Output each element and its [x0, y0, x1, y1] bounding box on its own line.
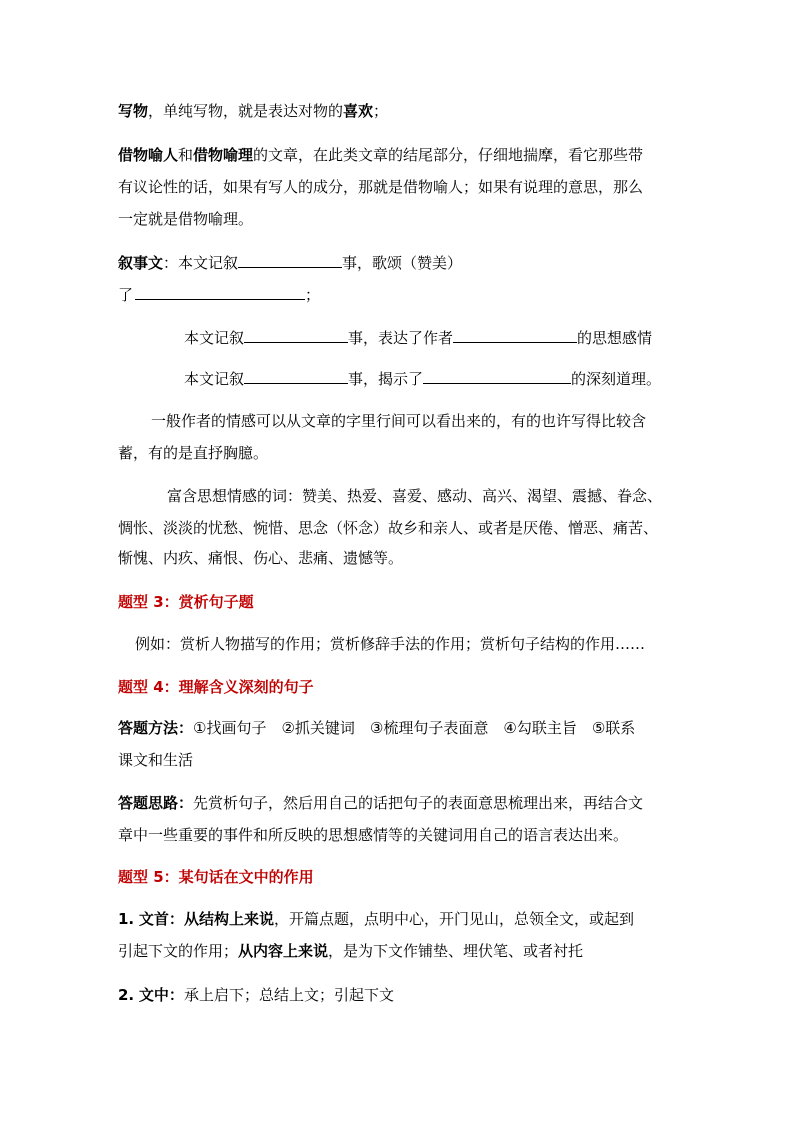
narrative-line-3	[184, 327, 652, 348]
paragraph-text: 引起下文的作用；	[118, 942, 239, 960]
narrative-line-1	[118, 252, 462, 273]
item-bold: 从结构上来说	[183, 910, 274, 928]
paragraph-borrow-line-3: 一定就是借物喻理。	[118, 210, 254, 228]
fill-blank	[244, 327, 348, 343]
paragraph-text: 了	[118, 286, 134, 304]
punctuation: ：	[163, 254, 179, 272]
paragraph-text: ，单纯写物，就是表达对物的	[148, 102, 344, 120]
paragraph-text: 承上启下；总结上文；引起下文	[183, 986, 394, 1004]
fill-blank	[244, 368, 348, 384]
item-label: 文中：	[138, 986, 184, 1004]
paragraph-text: 的深刻道理。	[571, 370, 662, 388]
punctuation: ；	[305, 286, 321, 304]
paragraph-text: ①找画句子 ②抓关键词 ③梳理句子表面意 ④勾联主旨 ⑤联系	[193, 719, 636, 737]
paragraph-text: ，开篇点题，点明中心，开门见山，总领全文，或起到	[273, 910, 634, 928]
paragraph-text: 事，揭示了	[348, 370, 424, 388]
punctuation: ：	[178, 719, 194, 737]
paragraph-borrow-line-1	[118, 145, 643, 165]
type-4-idea-line-1	[118, 793, 643, 813]
type-4-method-line-2: 课文和生活	[118, 751, 194, 769]
fill-blank	[453, 327, 577, 343]
type-4-idea-line-2: 章中一些重要的事件和所反映的思想感情等的关键词用自己的语言表达出来。	[118, 826, 629, 844]
paragraph-text: 的思想感情	[577, 329, 653, 347]
type-5-item-1-line-2	[118, 941, 583, 961]
paragraph-text: 和	[178, 146, 194, 164]
paragraph-text: 事，歌颂（赞美）	[342, 254, 463, 272]
term-write-object: 写物	[118, 102, 149, 120]
method-label: 答题方法	[118, 719, 179, 737]
list-number: 2.	[118, 986, 135, 1004]
type-5-item-2	[118, 985, 394, 1005]
term-borrow-reason: 借物喻理	[193, 146, 254, 164]
paragraph-words-line-1: 富含思想情感的词：赞美、热爱、喜爱、感动、高兴、渴望、震撼、眷念、	[167, 487, 663, 505]
punctuation: ；	[373, 102, 389, 120]
paragraph-text: 先赏析句子，然后用自己的话把句子的表面意思梳理出来，再结合文	[193, 794, 644, 812]
heading-type-4: 题型 4：理解含义深刻的句子	[118, 678, 314, 696]
heading-type-5: 题型 5：某句话在文中的作用	[118, 868, 314, 886]
narrative-line-2	[118, 284, 320, 305]
type-3-example: 例如：赏析人物描写的作用；赏析修辞手法的作用；赏析句子结构的作用……	[135, 635, 646, 653]
paragraph-text: 本文记叙	[184, 370, 245, 388]
heading-type-3: 题型 3：赏析句子题	[118, 593, 254, 611]
term-like: 喜欢	[343, 102, 374, 120]
fill-blank	[135, 284, 305, 300]
narrative-line-4	[184, 368, 661, 389]
paragraph-emotion-line-2: 蓄，有的是直抒胸臆。	[118, 444, 269, 462]
narrative-label: 叙事文	[118, 254, 164, 272]
list-number: 1.	[118, 910, 135, 928]
idea-label: 答题思路	[118, 794, 179, 812]
term-borrow-person: 借物喻人	[118, 146, 179, 164]
item-label: 文首：	[138, 910, 184, 928]
paragraph-text: 本文记叙	[184, 329, 245, 347]
item-bold: 从内容上来说	[238, 942, 329, 960]
paragraph-words-line-2: 惆怅、淡淡的忧愁、惋惜、思念（怀念）故乡和亲人、或者是厌倦、憎恶、痛苦、	[118, 519, 659, 537]
paragraph-text: ，是为下文作铺垫、埋伏笔、或者衬托	[328, 942, 584, 960]
paragraph-text: 的文章，在此类文章的结尾部分，仔细地揣摩，看它那些带	[253, 146, 644, 164]
fill-blank	[238, 252, 342, 268]
paragraph-words-line-3: 惭愧、内疚、痛恨、伤心、悲痛、遗憾等。	[118, 549, 404, 567]
paragraph-emotion-line-1: 一般作者的情感可以从文章的字里行间可以看出来的，有的也许写得比较含	[151, 412, 647, 430]
punctuation: ：	[178, 794, 194, 812]
paragraph-write-object	[118, 101, 388, 121]
paragraph-borrow-line-2: 有议论性的话，如果有写人的成分，那就是借物喻人；如果有说理的意思，那么	[118, 178, 644, 196]
paragraph-text: 本文记叙	[178, 254, 239, 272]
type-5-item-1-line-1	[118, 909, 634, 929]
type-4-method-line-1	[118, 718, 635, 738]
fill-blank	[423, 368, 571, 384]
paragraph-text: 事，表达了作者	[348, 329, 454, 347]
